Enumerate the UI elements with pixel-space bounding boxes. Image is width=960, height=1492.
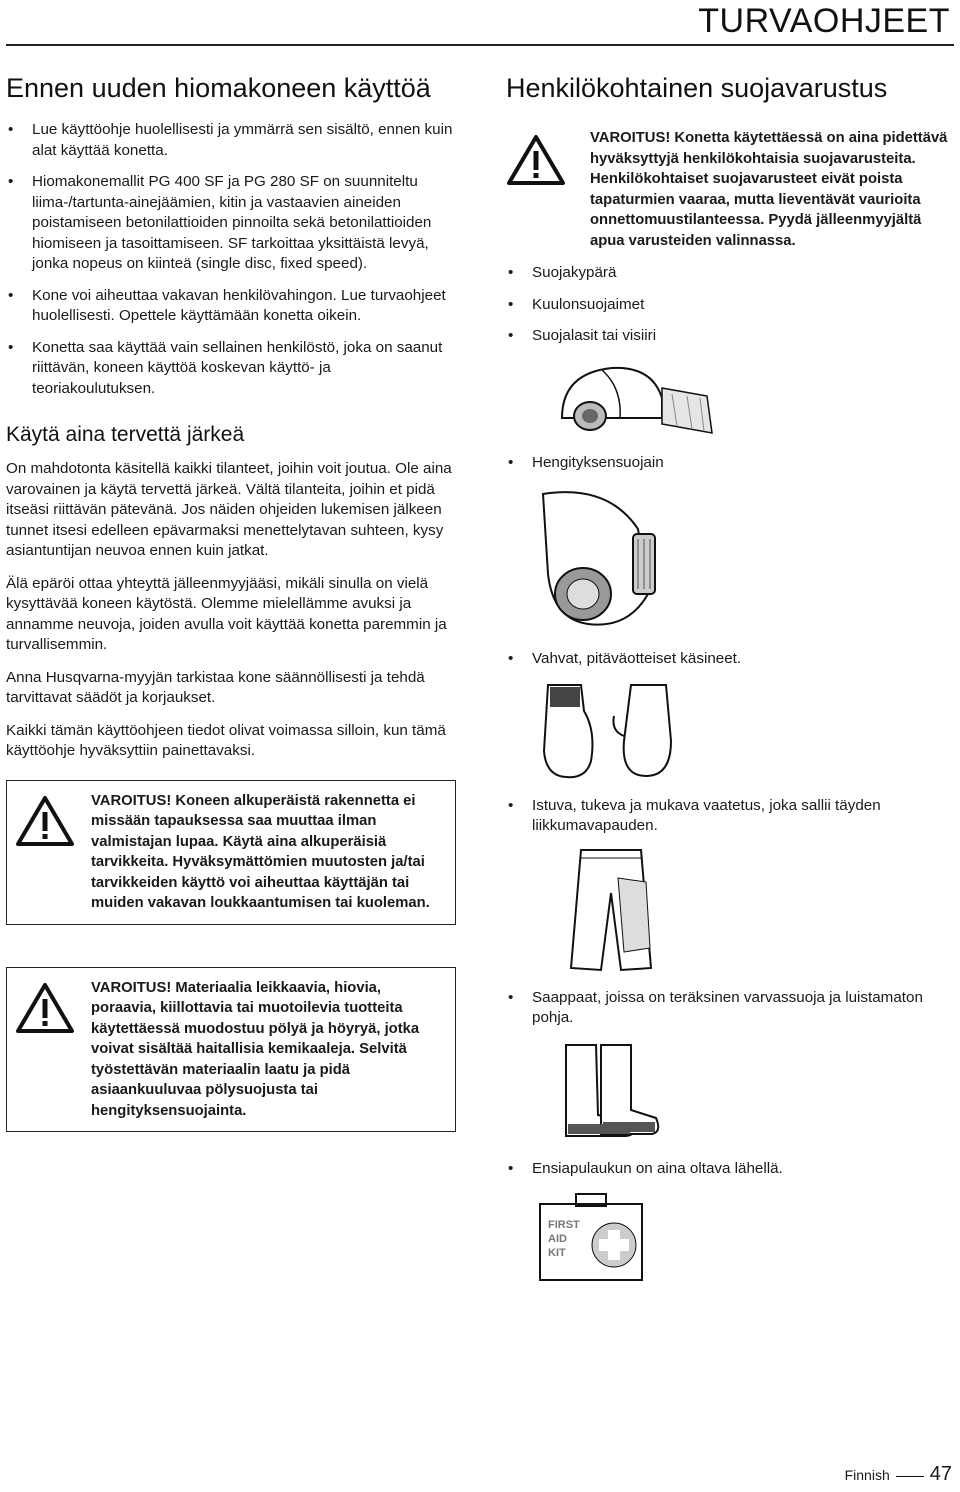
section-heading-protective-equipment: Henkilökohtainen suojavarustus <box>506 73 888 103</box>
paragraph: On mahdotonta käsitellä kaikki tilanteet, joihin voit joutua. Ole aina varovainen ja käytä tervettä järkeä. Vältä tilanteita, joihin et pidä itseäsi riittävän pätevänä. Jos näiden ohjeiden lukemisen jälkeen tunnet itsesi edelleen epävarmaksi menettelytavan suhteen, kysy asiantuntijan neuvoa ennen kuin jatkat. <box>6 460 452 559</box>
paragraph: Anna Husqvarna-myyjän tarkistaa kone säännöllisesti ja tehdä tarvittavat säädöt ja korjaukset. <box>6 668 425 706</box>
page-footer <box>845 1463 952 1486</box>
ppe-list <box>506 453 954 474</box>
list-item-first-aid: • Ensiapulaukun on aina oltava lähellä. <box>506 1159 954 1180</box>
first-aid-kit-illustration <box>536 1190 954 1290</box>
trousers-illustration <box>566 848 954 978</box>
warning-triangle-icon <box>15 978 77 1122</box>
page-header-title: TURVAOHJEET <box>698 2 950 40</box>
section-heading-before-use: Ennen uuden hiomakoneen käyttöä <box>6 73 431 103</box>
paragraph: Kaikki tämän käyttöohjeen tiedot olivat voimassa silloin, kun tämä käyttöohje hyväksyttiin painettavaksi. <box>6 721 446 759</box>
ppe-list <box>506 988 954 1029</box>
list-item-helmet: • Suojakypärä <box>506 263 954 284</box>
warning-text: VAROITUS! Konetta käytettäessä on aina pidettävä hyväksyttyjä henkilökohtaisia suojavarusteita. Henkilökohtaiset suojavarusteet eivät poista tapaturmien vaaraa, mutta lieventävät vaurioita onnettomuustilanteessa. Pyydä jälleenmyyjältä apua varusteiden valinnassa. <box>590 130 948 249</box>
warning-triangle-icon <box>506 128 568 251</box>
list-item-clothing: • Istuva, tukeva ja mukava vaatetus, joka sallii täyden liikkumavapauden. <box>506 796 954 837</box>
list-item: • Kone voi aiheuttaa vakavan henkilövahingon. Lue turvaohjeet huolellisesti. Opettele käyttämään konetta oikein. <box>6 286 456 327</box>
page-number: 47 <box>929 1463 952 1485</box>
helmet-illustration <box>542 358 954 443</box>
list-item: • Lue käyttöohje huolellisesti ja ymmärrä sen sisältö, ennen kuin alat käyttää konetta. <box>6 120 456 161</box>
list-item: • Konetta saa käyttää vain sellainen henkilöstö, joka on saanut riittävän, koneen käyttöä koskevan käyttö- ja teoriakoulutuksen. <box>6 338 456 400</box>
warning-triangle-icon <box>15 791 77 914</box>
kit-label: FIRST <box>548 1219 580 1231</box>
warning-box-modification <box>6 780 456 925</box>
footer-divider <box>896 1476 924 1477</box>
list-item-visor: • Suojalasit tai visiiri <box>506 326 954 347</box>
warning-text: VAROITUS! Koneen alkuperäistä rakennetta ei missään tapauksessa saa muuttaa ilman valmistajan lupaa. Käytä aina alkuperäisiä tarvikkeita. Hyväksymättömien muutosten ja/tai tarvikkeiden käyttö voi aiheuttaa käyttäjän tai muiden vakavan loukkaantumisen tai kuoleman. <box>91 792 430 911</box>
paragraph: Älä epäröi ottaa yhteyttä jälleenmyyjääsi, mikäli sinulla on vielä kysyttävää koneen käytöstä. Olemme mielellämme avuksi ja annamme neuvoja, joiden avulla voit käyttää konetta paremmin ja turvallisemmin. <box>6 574 447 653</box>
kit-label: KIT <box>548 1247 566 1259</box>
gloves-illustration <box>526 681 954 786</box>
respirator-illustration <box>528 484 954 639</box>
list-item-boots: • Saappaat, joissa on teräksinen varvassuoja ja luistamaton pohja. <box>506 988 954 1029</box>
before-use-list <box>6 120 456 399</box>
list-item: • Hiomakonemallit PG 400 SF ja PG 280 SF on suunniteltu liima-/tartunta-ainejäämien, kitin ja vastaavien aineiden poistamiseen betonilattioiden pinnoilta sekä betonilattioiden hiomiseen ja tasoittamiseen. SF tarkoittaa yksittäistä levyä, jonka nopeus on kiinteä (single disc, fixed speed). <box>6 172 456 275</box>
left-column <box>6 70 456 1132</box>
warning-box-dust <box>6 967 456 1133</box>
footer-language: Finnish <box>844 1467 890 1483</box>
right-column <box>506 70 954 1300</box>
ppe-list <box>506 796 954 837</box>
kit-label: AID <box>548 1233 567 1245</box>
section-heading-common-sense: Käytä aina tervettä järkeä <box>6 423 245 446</box>
list-item-respirator: • Hengityksensuojain <box>506 453 954 474</box>
boots-illustration <box>556 1040 954 1145</box>
header-rule <box>6 44 954 46</box>
warning-ppe <box>506 128 954 251</box>
warning-text: VAROITUS! Materiaalia leikkaavia, hiovia, poraavia, kiillottavia tai muotoilevia tuotteita käytettäessä muodostuu pölyä ja höyryä, jotka voivat sisältää haitallisia kemikaaleja. Selvitä työstettävän materiaalin laatu ja pidä asiaankuuluvaa pölysuojusta tai hengityksensuojainta. <box>91 979 420 1119</box>
ppe-list <box>506 1159 954 1180</box>
ppe-list <box>506 649 954 670</box>
ppe-list <box>506 263 954 347</box>
list-item-ear-protection: • Kuulonsuojaimet <box>506 295 954 316</box>
list-item-gloves: • Vahvat, pitäväotteiset käsineet. <box>506 649 954 670</box>
